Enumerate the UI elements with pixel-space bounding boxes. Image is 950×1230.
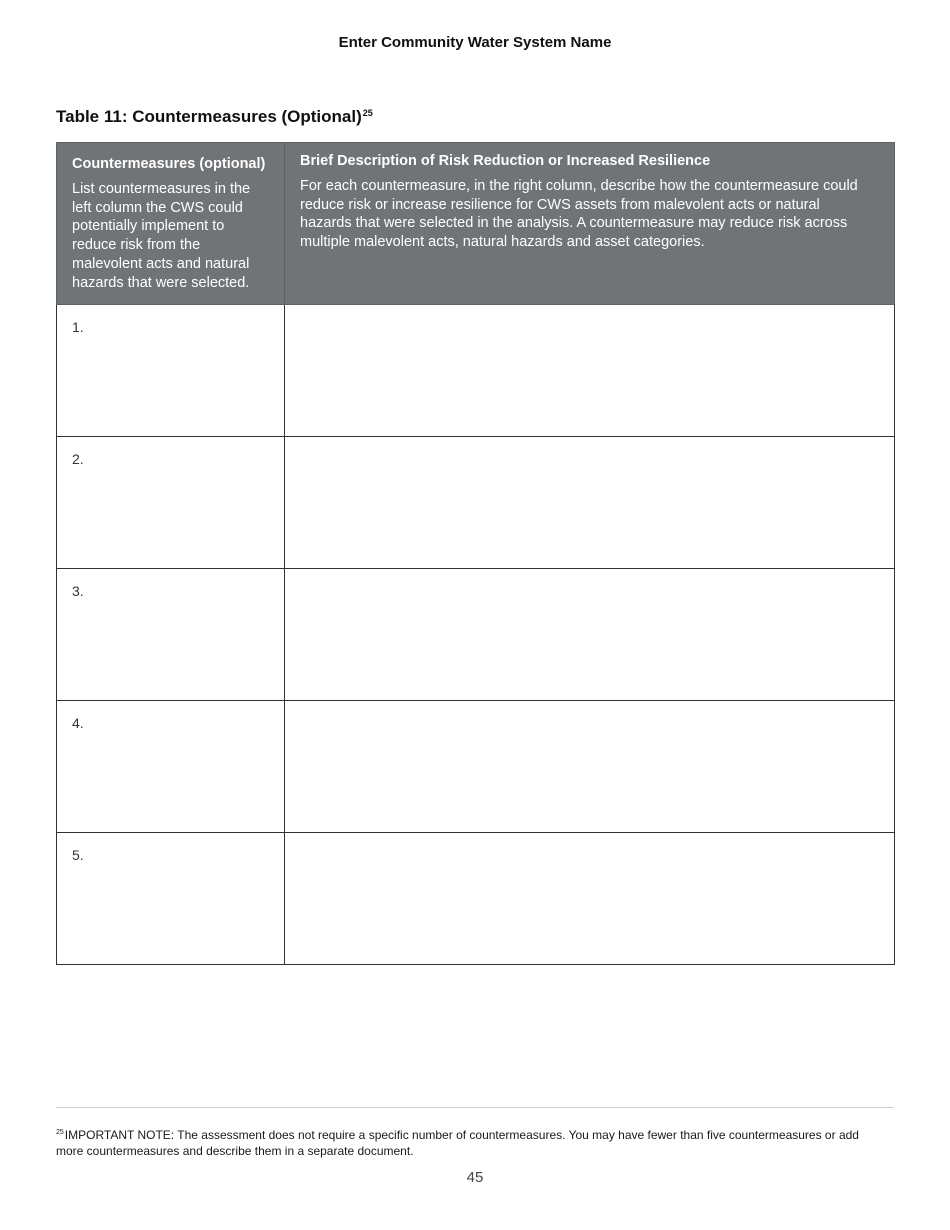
description-cell[interactable] [285, 305, 895, 437]
column-header-title: Brief Description of Risk Reduction or Increased Resilience [300, 153, 711, 169]
column-header-description: List countermeasures in the left column the CWS could potentially implement to reduce risk from the malevolent acts and natural hazards that were selected. [72, 181, 251, 291]
row-number: 4. [72, 715, 84, 732]
table-row [57, 305, 895, 437]
column-header-description: For each countermeasure, in the right column, describe how the countermeasure could reduce risk or increase resilience for CWS assets from malevolent acts or natural hazards that were selected in the analysis. A countermeasure may reduce risk across multiple malevolent acts, natural hazards and asset categories. [300, 178, 858, 251]
page-number: 45 [466, 1169, 484, 1186]
column-header-title: Countermeasures (optional) [72, 156, 266, 172]
description-cell[interactable] [285, 569, 895, 701]
footnote-marker: 25 [56, 1129, 64, 1136]
table-caption-text: Table 11: Countermeasures (Optional) [56, 107, 362, 126]
row-number: 2. [72, 451, 84, 468]
description-cell[interactable] [285, 437, 895, 569]
countermeasure-cell[interactable] [57, 701, 285, 833]
footnote-text: IMPORTANT NOTE: The assessment does not require a specific number of countermeasures. You may have fewer than five countermeasures or add more countermeasures and describe them in a separate document. [56, 1128, 859, 1158]
row-number: 1. [72, 319, 84, 336]
column-header-countermeasures [57, 143, 285, 305]
table-header-row [57, 143, 895, 305]
footnote [56, 1125, 886, 1159]
table-row [57, 701, 895, 833]
table-caption [56, 107, 373, 127]
row-number: 5. [72, 847, 84, 864]
countermeasures-table [56, 142, 895, 965]
countermeasure-cell[interactable] [57, 569, 285, 701]
countermeasure-cell[interactable] [57, 437, 285, 569]
document-header: Enter Community Water System Name [338, 34, 612, 51]
description-cell[interactable] [285, 833, 895, 965]
table-row [57, 437, 895, 569]
footnote-reference[interactable]: 25 [362, 108, 373, 118]
table-row [57, 569, 895, 701]
table-row [57, 833, 895, 965]
countermeasure-cell[interactable] [57, 833, 285, 965]
description-cell[interactable] [285, 701, 895, 833]
row-number: 3. [72, 583, 84, 600]
footnote-divider [56, 1107, 894, 1108]
countermeasure-cell[interactable] [57, 305, 285, 437]
column-header-risk-reduction [285, 143, 895, 305]
